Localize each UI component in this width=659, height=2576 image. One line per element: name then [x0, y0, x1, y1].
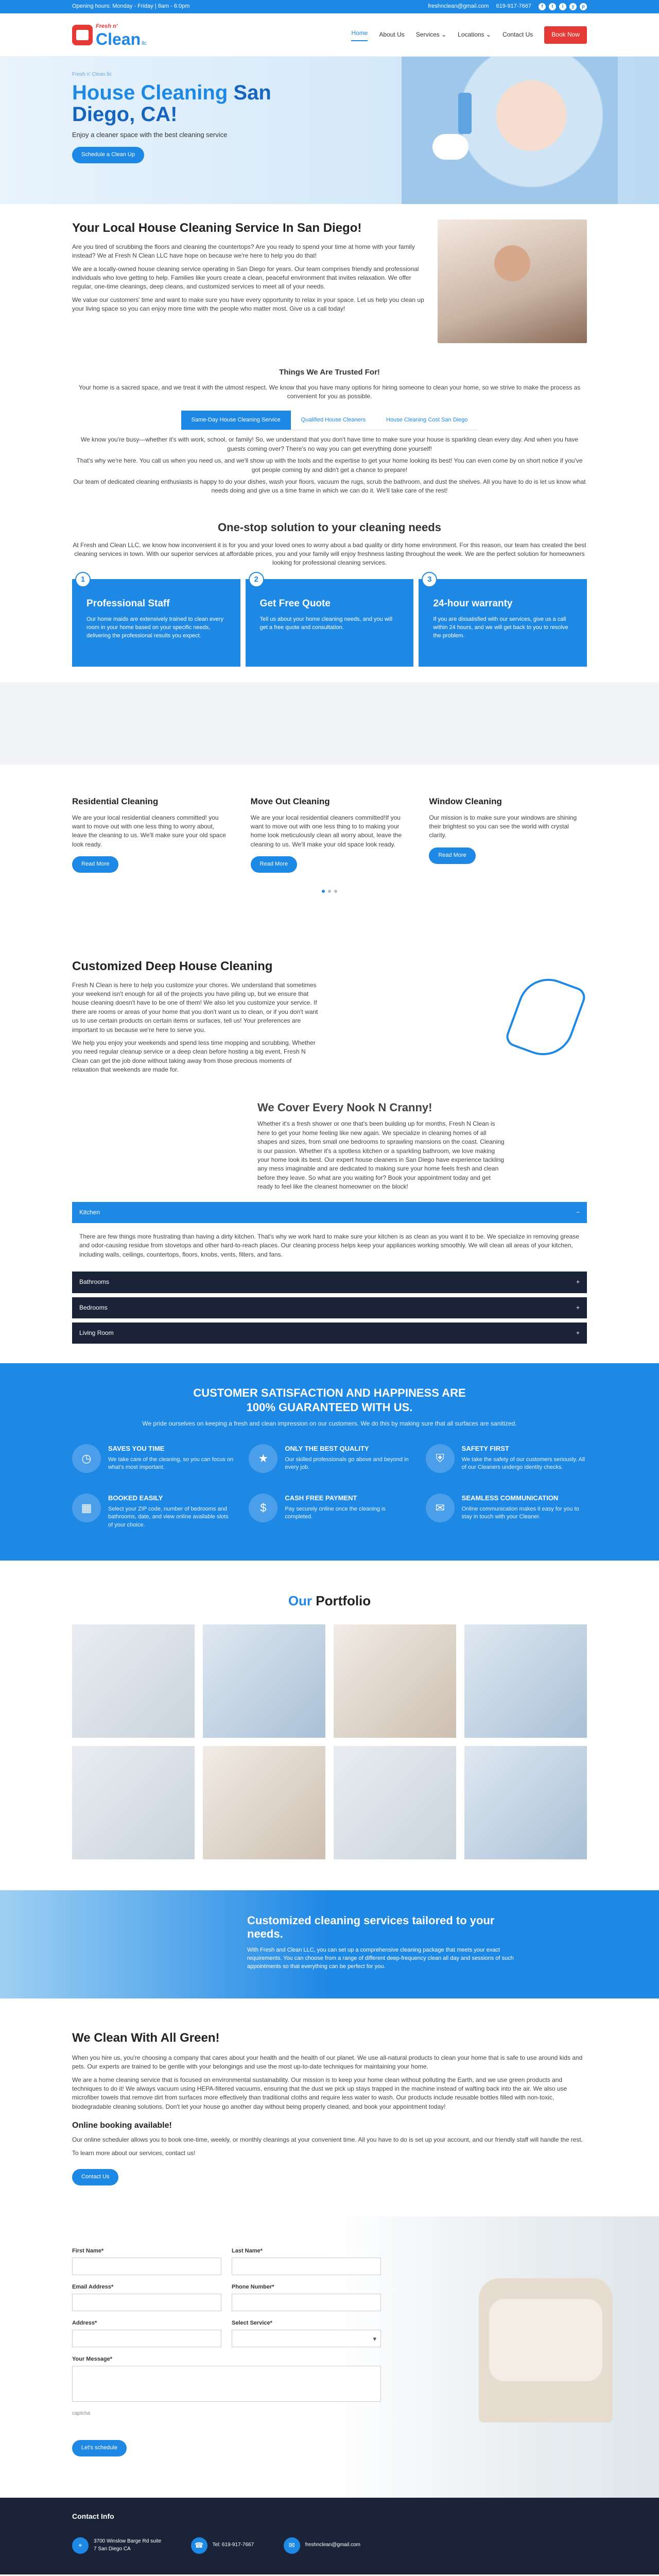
- local-title: Your Local House Cleaning Service In San Diego!: [72, 221, 362, 235]
- card-text: Our home maids are extensively trained to clean every room in your home based on your specific needs, delivering the professional results you expect.: [86, 616, 223, 639]
- deep-p2: We help you enjoy your weekends and spend less time mopping and scrubbing. Whether you need regular cleanup service or a deep clean before hosting a big event, Fresh N Clean can get the job done without taking away from those precious moments of relaxation that weekends are made for.: [72, 1039, 316, 1074]
- satisfaction-title: CUSTOMER SATISFACTION AND HAPPINESS ARE 100% GUARANTEED WITH US.: [193, 1386, 466, 1414]
- green-p2: We are a home cleaning service that is focused on environmental sustainability. Our mission is to keep your home clean without polluting the Earth, and we use green products and techniques to do it! We always vacuum using HEPA-filtered vacuums, ensuring that the dust we pick up stays trapped in the machine instead of wafting back into the air. We also use microfiber towels that remove dirt from surfaces more effectively than traditional cloths and require less water to wash. Our products include reusable bottles filled with non-toxic, biodegradable cleaning solutions. Don't let your house go another day without being properly cleaned, and book your appointment today!: [72, 2076, 567, 2110]
- service-title: Residential Cleaning: [72, 796, 159, 806]
- green-p3: Our online scheduler allows you to book one-time, weekly, or monthly cleanings at your convenient time. All you have to do is set up your account, and our friendly staff will handle the rest.: [72, 2136, 583, 2144]
- card-title: 24-hour warranty: [433, 598, 513, 609]
- feature-safety: ⛨ SAFETY FIRST We take the safety of our customers seriously. All of our Cleaners undergo identity checks.: [426, 1444, 587, 1473]
- nav-contact[interactable]: Contact Us: [502, 31, 533, 39]
- submit-button[interactable]: Let's schedule: [72, 2440, 127, 2456]
- phone-label: Phone Number*: [232, 2284, 274, 2291]
- feature-communication: ✉ SEAMLESS COMMUNICATION Online communication makes it easy for you to stay in touch with your Cleaner.: [426, 1494, 587, 1530]
- portfolio-grid: [72, 1624, 587, 1859]
- logo-top-text: Fresh n': [96, 23, 118, 29]
- address-label: Address*: [72, 2319, 97, 2326]
- dollar-icon: $: [249, 1494, 278, 1522]
- service-move-out: [251, 795, 409, 873]
- card-text: If you are dissatisfied with our services, give us a call within 24 hours, and we will get back to you to resolve the problem.: [433, 616, 568, 639]
- onestop-text: At Fresh and Clean LLC, we know how inconvenient it is for you and your loved ones to worry about a bad quality or dirty home environment. For this reason, our team has created the best cleaning services in town. With our superior services at affordable prices, you and your family will enjoy freshness lasting throughout the week. We are the perfect solution for homeowners looking for professional cleaning services.: [73, 541, 586, 567]
- onestop-title: One-stop solution to your cleaning needs: [218, 520, 441, 534]
- portfolio-image[interactable]: [203, 1624, 325, 1738]
- feature-booked-easily: ▦ BOOKED EASILY Select your ZIP code, number of bedrooms and bathrooms, date, and view online available slots of your choice.: [72, 1494, 233, 1530]
- portfolio-image[interactable]: [203, 1746, 325, 1859]
- green-title: We Clean With All Green!: [72, 2031, 220, 2045]
- trusted-title: Things We Are Trusted For!: [279, 368, 380, 377]
- gray-divider: [0, 682, 659, 765]
- carousel-dot[interactable]: [322, 890, 325, 893]
- card-professional-staff: [72, 575, 240, 667]
- contact-us-button[interactable]: Contact Us: [72, 2169, 118, 2185]
- card-text: Tell us about your home cleaning needs, and you will get a free quote and consultation.: [259, 616, 393, 631]
- read-more-button[interactable]: Read More: [72, 856, 118, 873]
- accordion-bedrooms[interactable]: Bedrooms +: [72, 1297, 587, 1318]
- deep-section: [0, 911, 659, 1363]
- local-p1: Are you tired of scrubbing the floors and cleaning the countertops? Are you ready to spend your time at home with your family instead? We at Fresh N Clean LLC have hope on because we're here to help you do that!: [72, 243, 415, 260]
- card-number: 2: [249, 572, 264, 587]
- cleaner-photo: [438, 219, 587, 343]
- tab-same-day[interactable]: Same-Day House Cleaning Service: [181, 411, 291, 431]
- nook-text: Whether it's a fresh shower or one that's been building up for months, Fresh N Clean is here to get your home feeling like new again. We specialize in cleaning homes of all shapes and sizes, from small one bedrooms to sprawling mansions on the coast. Cleaning is our passion. Whether it's a spotless kitchen or a sparkling bathroom, we love making your home look its best. Our expert house cleaners in San Diego have experience tackling any mess imaginable and are dedicated to making sure your home feels fresh and clean before they leave. So what are you waiting for? Book your appointment today and get ready to feel like the cleanest homeowner on the block!: [257, 1120, 505, 1191]
- tab-p2: That's why we're here. You call us when you need us, and we'll show up with the tools and the expertise to get your home looking its best! You can even come by on short notice if you've got people coming by and didn't get a chance to prepare!: [76, 457, 583, 473]
- green-p4: To learn more about our services, contact us!: [72, 2149, 196, 2157]
- service-title: Window Cleaning: [429, 796, 502, 806]
- custom-text: With Fresh and Clean LLC, you can set up a comprehensive cleaning package that meets your exact requirements. You can choose from a range of different deep-frequency clean all day and sessions of such appointments so that everything can be perfect for you.: [247, 1946, 514, 1970]
- footer-title: Contact Info: [72, 2512, 114, 2521]
- pinterest-icon[interactable]: p: [580, 3, 587, 10]
- tab-qualified[interactable]: Qualified House Cleaners: [291, 411, 376, 431]
- portfolio-image[interactable]: [72, 1746, 195, 1859]
- first-name-input[interactable]: [72, 2258, 221, 2275]
- service-residential: [72, 795, 230, 873]
- feature-saves-time: ◷ SAVES YOU TIME We take care of the cleaning, so you can focus on what's most important.: [72, 1444, 233, 1473]
- hero-title: House Cleaning San Diego, CA!: [72, 81, 271, 126]
- last-name-input[interactable]: [232, 2258, 381, 2275]
- trusted-text: Your home is a sacred space, and we treat it with the utmost respect. We know that you have many options for hiring someone to clean your home, so we strive to make the process as convenient for you as possible.: [78, 383, 581, 400]
- house-logo-icon: [72, 25, 93, 45]
- read-more-button[interactable]: Read More: [429, 848, 475, 864]
- card-free-quote: [246, 575, 414, 667]
- carousel-dot[interactable]: [328, 890, 331, 893]
- footer-address: ⌖ 3700 Winslow Barge Rd suite 7 San Diego CA: [72, 2537, 161, 2554]
- location-pin-icon: ⌖: [72, 2537, 89, 2554]
- captcha-image[interactable]: captcha: [72, 2410, 91, 2416]
- carousel-dot[interactable]: [334, 890, 337, 893]
- last-name-label: Last Name*: [232, 2248, 263, 2255]
- satisfaction-subtitle: We pride ourselves on keeping a fresh and clean impression on our customers. We do this by making sure that all surfaces are sanitized.: [142, 1420, 517, 1428]
- card-title: Get Free Quote: [259, 598, 331, 609]
- phone-input[interactable]: [232, 2294, 381, 2311]
- shield-icon: ⛨: [426, 1444, 455, 1473]
- service-label: Select Service*: [232, 2319, 272, 2326]
- custom-title: Customized cleaning services tailored to your needs.: [247, 1914, 495, 1941]
- plus-icon: +: [576, 1278, 580, 1286]
- accordion-living-room[interactable]: Living Room +: [72, 1323, 587, 1344]
- address-input[interactable]: [72, 2330, 221, 2347]
- email-input[interactable]: [72, 2294, 221, 2311]
- carousel-dots: [0, 886, 659, 896]
- book-now-button[interactable]: Book Now: [544, 26, 587, 43]
- social-icons: [539, 3, 587, 10]
- instagram-icon[interactable]: i: [559, 3, 566, 10]
- local-p3: We value our customers' time and want to make sure you have every opportunity to relax in your space. Let us help you clean up your living space so you can enjoy more time with the people who matter most. Give us a call today!: [72, 296, 424, 313]
- footer-email[interactable]: ✉ freshnclean@gmail.com: [284, 2537, 360, 2554]
- green-section: [0, 1998, 659, 2216]
- accordion-bathrooms[interactable]: Bathrooms +: [72, 1272, 587, 1293]
- green-subtitle: Online booking available!: [72, 2121, 172, 2130]
- facebook-icon[interactable]: f: [539, 3, 546, 10]
- accordion-kitchen[interactable]: Kitchen −: [72, 1202, 587, 1223]
- service-title: Move Out Cleaning: [250, 796, 330, 806]
- first-name-label: First Name*: [72, 2248, 104, 2255]
- service-text: We are your local residential cleaners committed!If you want to move out with one less thing to to making your home look meticulously clean all worry about, leave the cleaning to us. We'll make your old space look ready.: [250, 814, 402, 848]
- kitchen-panel-text: There are few things more frustrating than having a dirty kitchen. That's why we work hard to make sure your kitchen is as clean as you want it to be. We specialize in removing grease and odor-causing residue from stovetops and other hard-to-reach places. Our cleaning process helps keep your appliances working smoothly. We will clean all areas of your kitchen, including walls, ceilings, countertops, floors, knobs, vents, filters, and fans.: [79, 1232, 579, 1258]
- tab-cost[interactable]: House Cleaning Cost San Diego: [376, 411, 478, 431]
- calendar-icon: ▦: [72, 1494, 101, 1522]
- nook-title: We Cover Every Nook N Cranny!: [257, 1100, 432, 1114]
- portfolio-image[interactable]: [334, 1624, 456, 1738]
- opening-hours: Opening hours: Monday - Friday | 8am - 6:0pm: [72, 3, 190, 10]
- service-select[interactable]: [232, 2330, 381, 2347]
- star-icon: ★: [249, 1444, 278, 1473]
- portfolio-section: [0, 1561, 659, 1890]
- portfolio-title: Our Portfolio: [288, 1593, 371, 1609]
- trusted-section: [0, 367, 659, 514]
- logo[interactable]: [72, 23, 147, 48]
- service-text: Our mission is to make sure your windows are shining their brightest so you can see the world with crystal clarity.: [429, 814, 577, 839]
- tab-p3: Our team of dedicated cleaning enthusiasts is happy to do your dishes, wash your floors, vacuum the rugs, scrub the bathroom, and dust the shelves. All you have to do is let us know what needs doing and give us a time frame in which we can do it. We'll take care of the rest!: [73, 478, 586, 495]
- minus-icon: −: [576, 1208, 580, 1216]
- local-section: [0, 204, 659, 359]
- card-number: 3: [422, 572, 437, 587]
- email-icon: ✉: [284, 2537, 300, 2554]
- local-p2: We are a locally-owned house cleaning service operating in San Diego for years. Our team comprises friendly and professional individuals who love getting to help. Families like yours create a clean, peaceful environment that invites relaxation. We offer regular, one-time cleanings, deep cleans, and customized services to meet all of your needs.: [72, 265, 419, 291]
- site-header: [0, 13, 659, 57]
- portfolio-image[interactable]: [72, 1624, 195, 1738]
- booking-form: [72, 2247, 381, 2456]
- main-nav: [351, 26, 587, 43]
- portfolio-image[interactable]: [334, 1746, 456, 1859]
- deep-p1: Fresh N Clean is here to help you customize your chores. We understand that sometimes your weekend isn't enough for all of the projects you have piling up, but we ensure that house cleaning doesn't have to be one of them! We also let you customize your service. If there are rooms or areas of your home that you don't want us to clean, or if you don't want us to use certain products on certain items or surfaces, tell us! Your preferences are important to us because we're here to serve you.: [72, 981, 318, 1033]
- card-title: Professional Staff: [86, 598, 170, 609]
- service-text: We are your local residential cleaners committed! you want to move out with one less thing to worry about, leave the cleaning to us. We'll make sure your old space look ready.: [72, 814, 226, 848]
- nav-home[interactable]: Home: [351, 29, 368, 41]
- satisfaction-section: [0, 1363, 659, 1561]
- rooms-accordion: [72, 1202, 587, 1344]
- onestop-section: [0, 514, 659, 682]
- services-section: [0, 765, 659, 911]
- youtube-icon[interactable]: y: [569, 3, 577, 10]
- email-link[interactable]: freshnclean@gmail.com: [428, 3, 489, 10]
- nook-block: [257, 1099, 505, 1192]
- logo-main-text: Clean: [96, 29, 141, 48]
- plus-icon: +: [576, 1303, 580, 1311]
- top-bar: [0, 0, 659, 13]
- green-p1: When you hire us, you're choosing a company that cares about your health and the health of our planet. We use all-natural products to clean your home that is safe to use around kids and pets. Our experts are trained to be gentle with your belongings and use the most up-to-date techniques for maintaining your home.: [72, 2054, 583, 2071]
- email-label: Email Address*: [72, 2284, 114, 2291]
- logo-sub-text: llc: [142, 40, 147, 46]
- hero-subtitle: Enjoy a cleaner space with the best cleaning service: [72, 130, 228, 139]
- service-window: [429, 795, 587, 873]
- card-warranty: [419, 575, 587, 667]
- clock-icon: ◷: [72, 1444, 101, 1473]
- nav-locations[interactable]: Locations ⌄: [458, 31, 491, 39]
- footer-phone[interactable]: ☎ Tel: 619-917-7667: [191, 2537, 254, 2554]
- trusted-tabs: [72, 411, 587, 431]
- plus-icon: +: [576, 1329, 580, 1336]
- hero-banner: [0, 57, 659, 204]
- message-icon: ✉: [426, 1494, 455, 1522]
- hero-breadcrumb: Fresh n' Clean llc: [72, 72, 112, 77]
- read-more-button[interactable]: Read More: [251, 856, 297, 873]
- phone-icon: ☎: [191, 2537, 207, 2554]
- schedule-button[interactable]: Schedule a Clean Up: [72, 147, 144, 163]
- feature-best-quality: ★ ONLY THE BEST QUALITY Our skilled professionals go above and beyond in every job.: [249, 1444, 410, 1473]
- nav-about[interactable]: About Us: [379, 31, 405, 39]
- deep-title: Customized Deep House Cleaning: [72, 959, 273, 973]
- site-footer: [0, 2498, 659, 2574]
- twitter-icon[interactable]: t: [549, 3, 556, 10]
- booking-form-section: [0, 2216, 659, 2498]
- phone-link[interactable]: 619-917-7667: [496, 3, 531, 10]
- message-textarea[interactable]: [72, 2366, 381, 2402]
- feature-cash-free: $ CASH FREE PAYMENT Pay securely online once the cleaning is completed.: [249, 1494, 410, 1530]
- tab-p1: We know you're busy—whether it's with work, school, or family! So, we understand that you don't have time to make sure your house is sparkling clean every day. And when you have guests coming over? There's no way you can get everything done yourself!: [80, 436, 579, 452]
- custom-banner: [0, 1890, 659, 1998]
- message-label: Your Message*: [72, 2355, 113, 2362]
- card-number: 1: [75, 572, 91, 587]
- nav-services[interactable]: Services ⌄: [415, 31, 447, 39]
- portfolio-image[interactable]: [464, 1746, 587, 1859]
- portfolio-image[interactable]: [464, 1624, 587, 1738]
